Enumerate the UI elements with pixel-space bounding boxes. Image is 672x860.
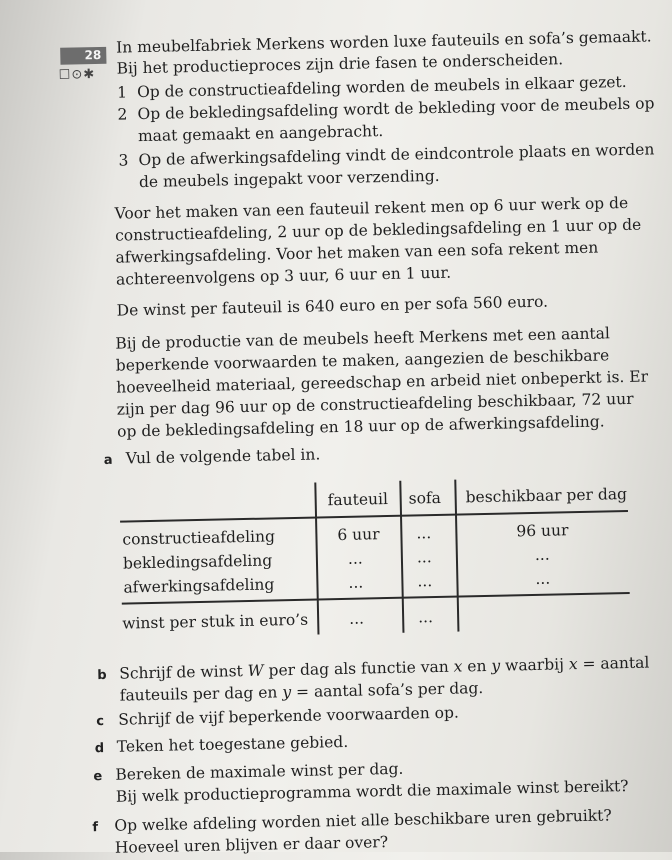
question-f (92, 806, 612, 837)
cell-finishing-sofa: ... (417, 572, 433, 591)
question-c (96, 704, 459, 732)
intro-line-2: Bij het productieproces zijn drie fasen te onderscheiden. (116, 50, 564, 78)
header-sofa: sofa (408, 488, 442, 508)
cell-profit-fauteuil: ... (348, 609, 365, 628)
para1-line-4: achtereenvolgens op 3 uur, 6 uur en 1 uur. (115, 263, 452, 289)
question-text: Vul de volgende tabel in. (125, 445, 321, 468)
para3-line-4: zijn per dag 96 uur op de constructieafdeling beschikbaar, 72 uur (116, 389, 634, 419)
question-text: Teken het toegestane gebied. (116, 732, 349, 756)
cell-construction-fauteuil: 6 uur (337, 525, 380, 545)
para2: De winst per fauteuil is 640 euro en per sofa 560 euro. (116, 292, 549, 320)
question-b-line-2: fauteuils per dag en y = aantal sofa’s per dag. (119, 679, 484, 705)
question-letter: a (103, 452, 113, 468)
para3-line-2: beperkende voorwaarden te maken, aangezien de beschikbare (115, 346, 610, 375)
question-d (95, 733, 349, 758)
table-divider (314, 483, 319, 635)
exercise-type-icons: ☐⊙✱ (58, 67, 96, 83)
phase-2-line-2: maat gemaakt en aangebracht. (137, 122, 384, 146)
question-a (104, 445, 321, 470)
row-label-upholstery: bekledingsafdeling (122, 551, 273, 573)
question-text: Op welke afdeling worden niet alle beschikbare uren gebruikt? (114, 806, 612, 835)
question-b: b Schrijf de winst W per dag als functie van x en y waarbij x = aantal (97, 653, 650, 684)
question-text: Schrijf de vijf beperkende voorwaarden op. (118, 703, 460, 729)
row-label-finishing: afwerkingsafdeling (123, 575, 275, 597)
intro-line-1: In meubelfabriek Merkens worden luxe fauteuils en sofa’s gemaakt. (115, 27, 652, 57)
cell-finishing-available: ... (535, 569, 551, 588)
data-table (119, 476, 632, 639)
para1-line-2: constructieafdeling, 2 uur op de bekledingsafdeling en 1 uur op de (114, 215, 642, 245)
phase-3-line-2: de meubels ingepakt voor verzending. (138, 166, 440, 192)
table-divider (454, 480, 459, 632)
cell-construction-sofa: ... (416, 524, 432, 543)
phase-number: 3 (118, 151, 129, 170)
cell-construction-available: 96 uur (516, 521, 569, 541)
question-letter: f (92, 820, 99, 836)
phase-number: 1 (116, 83, 128, 102)
cell-upholstery-available: ... (534, 545, 550, 564)
header-fauteuil: fauteuil (327, 490, 389, 510)
table-divider (399, 481, 404, 633)
para3-line-1: Bij de productie van de meubels heeft Merkens met een aantal (115, 324, 611, 353)
exercise-number-badge: 28 (60, 47, 106, 65)
para1-line-1: Voor het maken van een fauteuil rekent men op 6 uur werk op de (114, 193, 629, 223)
para3-line-3: hoeveelheid materiaal, gereedschap en arbeid niet onbeperkt is. Er (116, 367, 649, 397)
question-text: Bereken de maximale winst per dag. (115, 759, 404, 784)
para3-line-5: op de bekledingsafdeling en 18 uur op de afwerkingsafdeling. (117, 412, 605, 441)
question-e-line-2: Bij welk productieprogramma wordt die maximale winst bereikt? (115, 777, 629, 806)
phase-number: 2 (117, 105, 128, 124)
cell-upholstery-sofa: ... (416, 548, 432, 567)
cell-profit-sofa: ... (417, 608, 434, 627)
phase-text: Op de afwerkingsafdeling vindt de eindcontrole plaats en worden (138, 140, 655, 170)
question-letter: c (96, 714, 105, 730)
question-letter: d (94, 741, 105, 757)
cell-finishing-fauteuil: ... (348, 573, 364, 592)
row-label-construction: constructieafdeling (122, 527, 276, 549)
question-f-line-2: Hoeveel uren blijven er daar over? (114, 833, 389, 857)
question-letter: e (93, 769, 103, 785)
para1-line-3: afwerkingsafdeling. Voor het maken van een sofa rekent men (115, 238, 599, 267)
phase-text: Op de constructieafdeling worden de meubels in elkaar gezet. (136, 72, 627, 102)
row-label-profit: winst per stuk in euro’s (122, 610, 309, 633)
cell-upholstery-fauteuil: ... (347, 549, 363, 568)
phase-text: Op de bekledingsafdeling wordt de bekleding voor de meubels op (137, 94, 655, 124)
question-letter: b (97, 667, 107, 684)
header-available: beschikbaar per dag (465, 485, 628, 507)
